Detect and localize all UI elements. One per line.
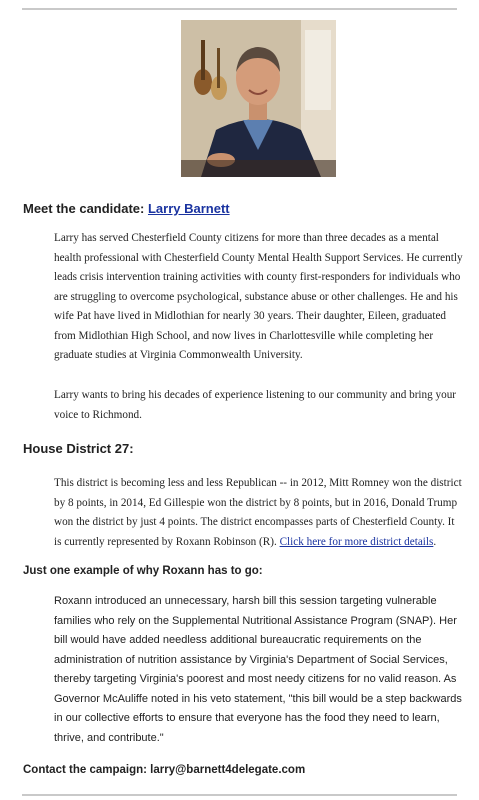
candidate-name-link[interactable]: Larry Barnett	[147, 201, 230, 216]
candidate-mission-text: Larry wants to bring his decades of experience listening to our community and bring your voice to Richmond.	[54, 389, 457, 421]
candidate-bio-text: Larry has served Chesterfield County citizens for more than three decades as a mental health professional with Chesterfield County Mental Health Support Services. He currently leads crisis intervention training activities with county first-responders for individuals who are struggling to overcome psychological, substance abuse or other challenges. He and his wife Pat have lived in Midlothian for nearly 30 years. Their daughter, Eileen, graduated from Midlothian High School, and now lives in Charlottesville while completing her graduate studies at Virginia Commonwealth University.	[54, 232, 463, 361]
district-link-suffix: .	[433, 535, 437, 548]
meet-candidate-heading	[23, 201, 230, 216]
candidate-photo	[181, 20, 336, 177]
district-details-link[interactable]: Click here for more district details	[279, 535, 434, 548]
meet-candidate-prefix: Meet the candidate:	[23, 201, 148, 216]
candidate-bio	[54, 229, 464, 366]
district-text: This district is becoming less and less Republican -- in 2012, Mitt Romney won the district by 8 points, in 2014, Ed Gillespie won the district by 8 points, but in 2016, Donald Trump won the district by just 4 points. The district encompasses parts of Chesterfield County. It is currently represented by Roxann Robinson (R).	[54, 477, 462, 548]
district-description	[54, 474, 464, 552]
example-heading: Just one example of why Roxann has to go:	[23, 565, 263, 577]
candidate-mission	[54, 386, 464, 425]
district-heading: House District 27:	[23, 441, 134, 456]
bottom-divider	[22, 794, 457, 796]
contact-campaign: Contact the campaign: larry@barnett4delegate.com	[23, 764, 306, 776]
top-divider	[22, 8, 457, 10]
example-text: Roxann introduced an unnecessary, harsh bill this session targeting vulnerable families who rely on the Supplemental Nutritional Assistance Program (SNAP). Her bill would have added needless additional bureaucratic requirements on the administration of nutrition assistance by Virginia's Department of Social Services, thereby targeting Virginia's poorest and most needy citizens for no valid reason. As Governor McAuliffe noted in his veto statement, "this bill would be a step backwards in our collective efforts to ensure that everyone has the food they need to learn, thrive, and contribute."	[54, 595, 462, 744]
example-paragraph	[54, 592, 464, 748]
